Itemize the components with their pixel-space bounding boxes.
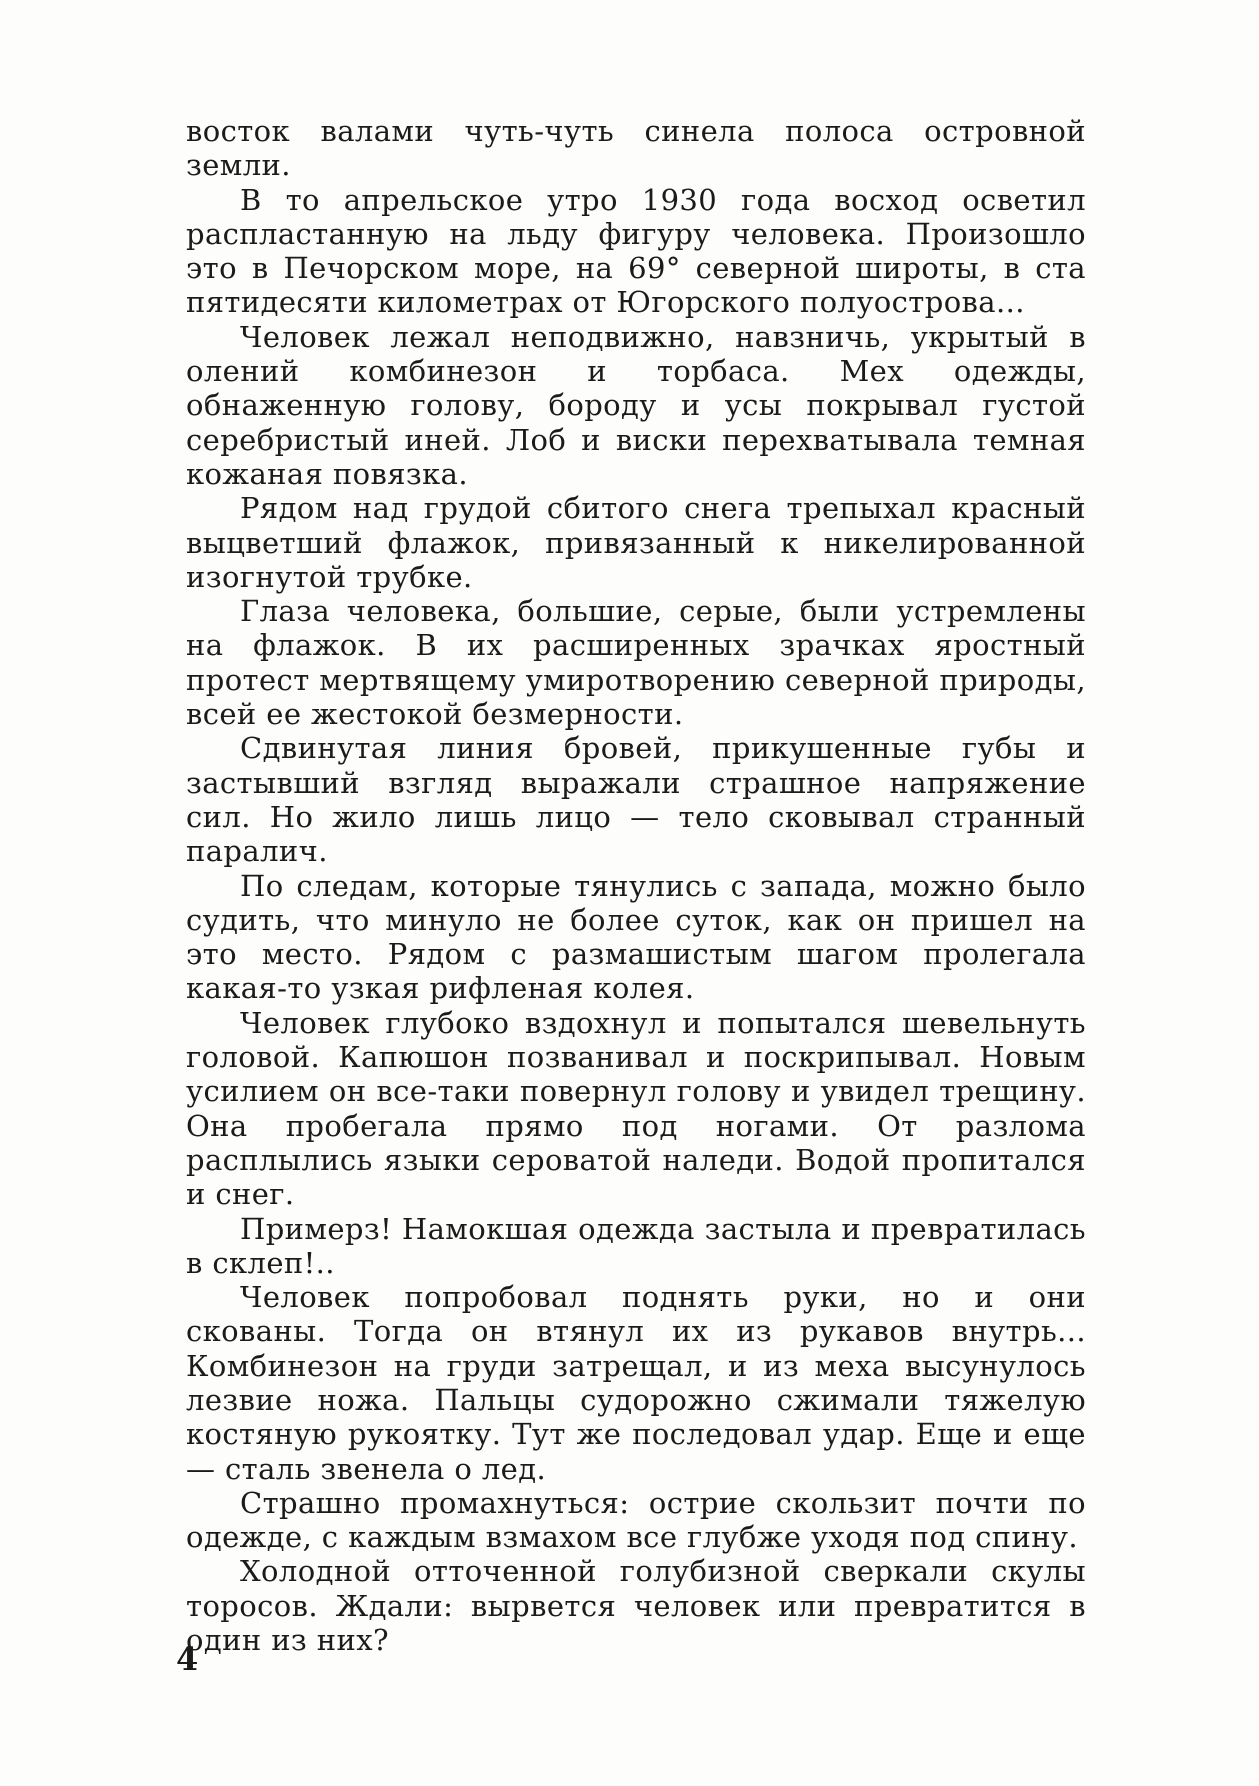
paragraph-10: Человек попробовал поднять руки, но и они скованы. Тогда он втянул их из рукавов внутрь... Комбинезон на груди затрещал, и из меха высунулось лезвие ножа. Пальцы судорожно сжимали тяжелую костяную рукоятку. Тут же последовал удар. Еще и еще — сталь звенела о лед. bbox=[186, 1280, 1086, 1486]
paragraph-12: Холодной отточенной голубизной сверкали скулы торосов. Ждали: вырвется человек или превратится в один из них? bbox=[186, 1554, 1086, 1658]
body-text bbox=[186, 114, 1086, 1657]
paragraph-5: Глаза человека, большие, серые, были устремлены на флажок. В их расширенных зрачках яростный протест мертвящему умиротворению северной природы, всей ее жестокой безмерности. bbox=[186, 594, 1086, 732]
paragraph-7: По следам, которые тянулись с запада, можно было судить, что минуло не более суток, как он пришел на это место. Рядом с размашистым шагом пролегала какая-то узкая рифленая колея. bbox=[186, 868, 1086, 1006]
paragraph-9: Примерз! Намокшая одежда застыла и превратилась в склеп!.. bbox=[186, 1211, 1086, 1280]
page-number: 4 bbox=[176, 1640, 199, 1678]
paragraph-4: Рядом над грудой сбитого снега трепыхал красный выцветший флажок, привязанный к никелированной изогнутой трубке. bbox=[186, 491, 1086, 594]
paragraph-3: Человек лежал неподвижно, навзничь, укрытый в олений комбинезон и торбаса. Мех одежды, обнаженную голову, бороду и усы покрывал густой серебристый иней. Лоб и виски перехватывала темная кожаная повязка. bbox=[186, 319, 1086, 491]
paragraph-11: Страшно промахнуться: острие скользит почти по одежде, с каждым взмахом все глубже уходя под спину. bbox=[186, 1485, 1086, 1555]
paragraph-8: Человек глубоко вздохнул и попытался шевельнуть головой. Капюшон позванивал и поскрипывал. Новым усилием он все-таки повернул голову и увидел трещину. Она пробегала прямо под ногами. От разлома расплылись языки сероватой наледи. Водой пропитался и снег. bbox=[186, 1005, 1086, 1212]
paragraph-2: В то апрельское утро 1930 года восход осветил распластанную на льду фигуру человека. Произошло это в Печорском море, на 69° северной широты, в ста пятидесяти километрах от Югорского полуострова... bbox=[186, 182, 1086, 320]
paragraph-6: Сдвинутая линия бровей, прикушенные губы и застывший взгляд выражали страшное напряжение сил. Но жило лишь лицо — тело сковывал странный паралич. bbox=[186, 731, 1086, 869]
paragraph-1: восток валами чуть-чуть синела полоса островной земли. bbox=[186, 114, 1086, 183]
